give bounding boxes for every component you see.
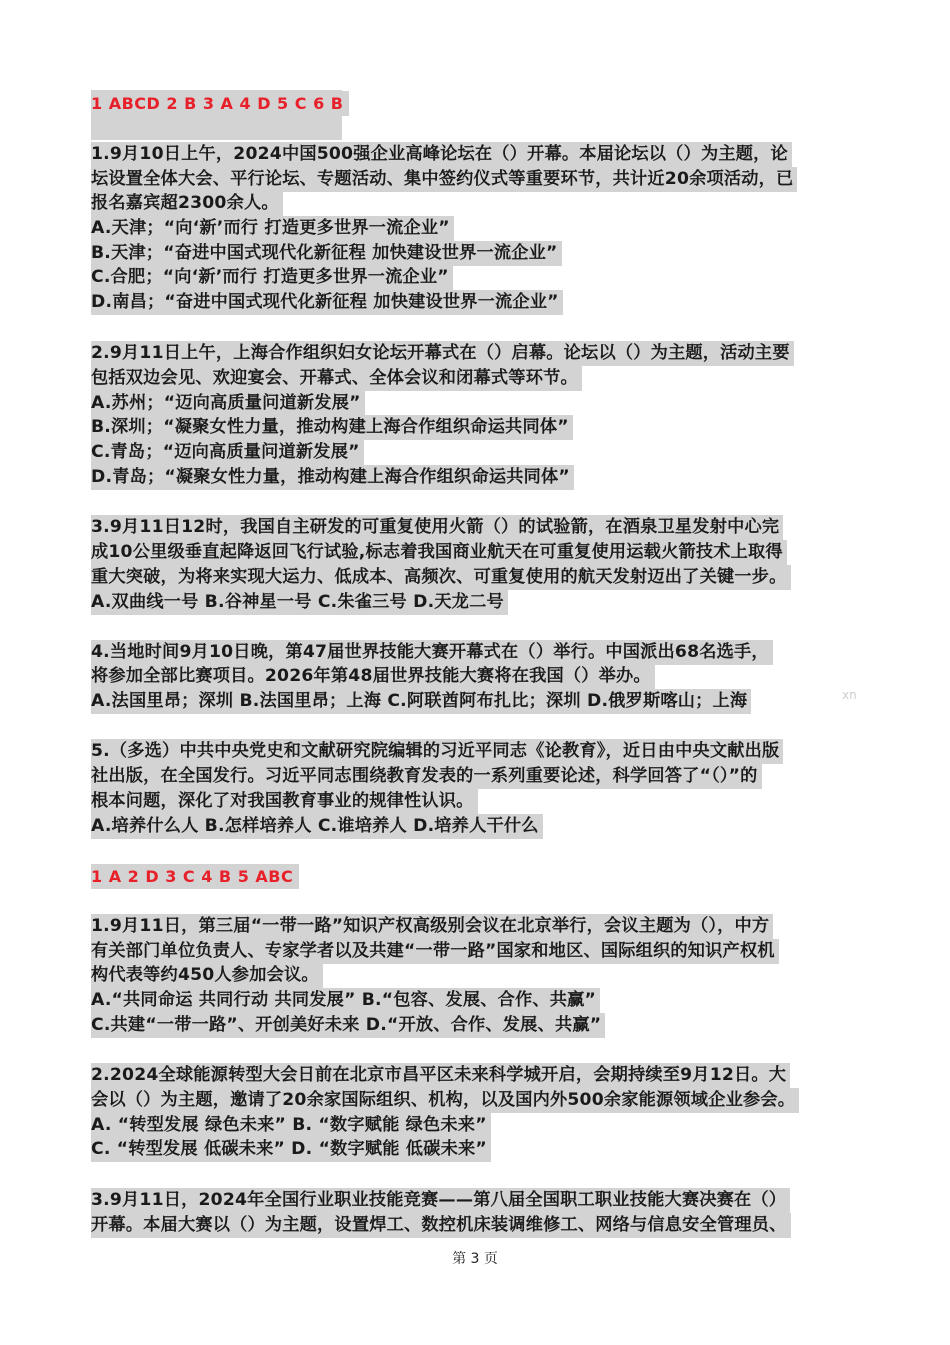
option-c: C.合肥；“向‘新’而行 打造更多世界一流企业” <box>91 265 453 290</box>
option-d: D.南昌；“奋进中国式现代化新征程 加快建设世界一流企业” <box>91 290 563 315</box>
question-text: 社出版，在全国发行。习近平同志围绕教育发表的一系列重要论述，科学回答了“（）”的 <box>91 764 762 789</box>
answer-key: 1 ABCD 2 B 3 A 4 D 5 C 6 B <box>91 91 349 116</box>
option-d: D.青岛；“凝聚女性力量，推动构建上海合作组织命运共同体” <box>91 465 574 490</box>
question-text: 2.9月11日上午，上海合作组织妇女论坛开幕式在（）启幕。论坛以（）为主题，活动主要 <box>91 341 794 366</box>
question-text: 坛设置全体大会、平行论坛、专题活动、集中签约仪式等重要环节，共计近20余项活动，已 <box>91 167 797 192</box>
question-text: 报名嘉宾超2300余人。 <box>91 191 283 216</box>
options-line: A. “转型发展 绿色未来” B. “数字赋能 绿色未来” <box>91 1113 491 1138</box>
question-text: 4.当地时间9月10日晚，第47届世界技能大赛开幕式在（）举行。中国派出68名选手， <box>91 640 773 665</box>
question-text: 5.（多选）中共中央党史和文献研究院编辑的习近平同志《论教育》，近日由中央文献出版 <box>91 739 783 764</box>
option-a: A.天津；“向‘新’而行 打造更多世界一流企业” <box>91 216 454 241</box>
option-b: B.深圳；“凝聚女性力量，推动构建上海合作组织命运共同体” <box>91 415 573 440</box>
question-text: 重大突破，为将来实现大运力、低成本、高频次、可重复使用的航天发射迈出了关键一步。 <box>91 565 791 590</box>
answer-key: 1 A 2 D 3 C 4 B 5 ABC <box>91 864 299 889</box>
question-text: 3.9月11日，2024年全国行业职业技能竞赛——第八届全国职工职业技能大赛决赛在（） <box>91 1188 790 1213</box>
question-text: 1.9月11日，第三届“一带一路”知识产权高级别会议在北京举行，会议主题为（），中方 <box>91 914 773 939</box>
options-line: A.法国里昂；深圳 B.法国里昂；上海 C.阿联酋阿布扎比；深圳 D.俄罗斯喀山；上海 <box>91 689 751 714</box>
question-text: 1.9月10日上午，2024中国500强企业高峰论坛在（）开幕。本届论坛以（）为主题，论 <box>91 142 792 167</box>
question-text: 包括双边会见、欢迎宴会、开幕式、全体会议和闭幕式等环节。 <box>91 366 582 391</box>
options-line: A.双曲线一号 B.谷神星一号 C.朱雀三号 D.天龙二号 <box>91 590 508 615</box>
question-text: 成10公里级垂直起降返回飞行试验,标志着我国商业航天在可重复使用运载火箭技术上取得 <box>91 540 787 565</box>
options-line: C.共建“一带一路”、开创美好未来 D.“开放、合作、发展、共赢” <box>91 1013 605 1038</box>
question-text: 构代表等约450人参加会议。 <box>91 963 323 988</box>
option-a: A.苏州；“迈向高质量问道新发展” <box>91 391 365 416</box>
watermark: xn <box>842 688 857 702</box>
option-c: C.青岛；“迈向高质量问道新发展” <box>91 440 364 465</box>
question-text: 开幕。本届大赛以（）为主题，设置焊工、数控机床装调维修工、网络与信息安全管理员、 <box>91 1213 791 1238</box>
options-line: C. “转型发展 低碳未来” D. “数字赋能 低碳未来” <box>91 1137 491 1162</box>
question-text: 3.9月11日12时，我国自主研发的可重复使用火箭（）的试验箭，在酒泉卫星发射中心完 <box>91 515 783 540</box>
question-text: 2.2024全球能源转型大会日前在北京市昌平区未来科学城开启，会期持续至9月12日。大 <box>91 1063 790 1088</box>
options-line: A.“共同命运 共同行动 共同发展” B.“包容、发展、合作、共赢” <box>91 988 600 1013</box>
option-b: B.天津；“奋进中国式现代化新征程 加快建设世界一流企业” <box>91 241 562 266</box>
question-text: 根本问题，深化了对我国教育事业的规律性认识。 <box>91 789 478 814</box>
options-line: A.培养什么人 B.怎样培养人 C.谁培养人 D.培养人干什么 <box>91 814 543 839</box>
question-text: 有关部门单位负责人、专家学者以及共建“一带一路”国家和地区、国际组织的知识产权机 <box>91 939 779 964</box>
question-text: 将参加全部比赛项目。2026年第48届世界技能大赛将在我国（）举办。 <box>91 664 655 689</box>
question-text: 会以（）为主题，邀请了20余家国际组织、机构，以及国内外500余家能源领域企业参会。 <box>91 1088 799 1113</box>
page-number: 第 3 页 <box>452 1251 498 1267</box>
